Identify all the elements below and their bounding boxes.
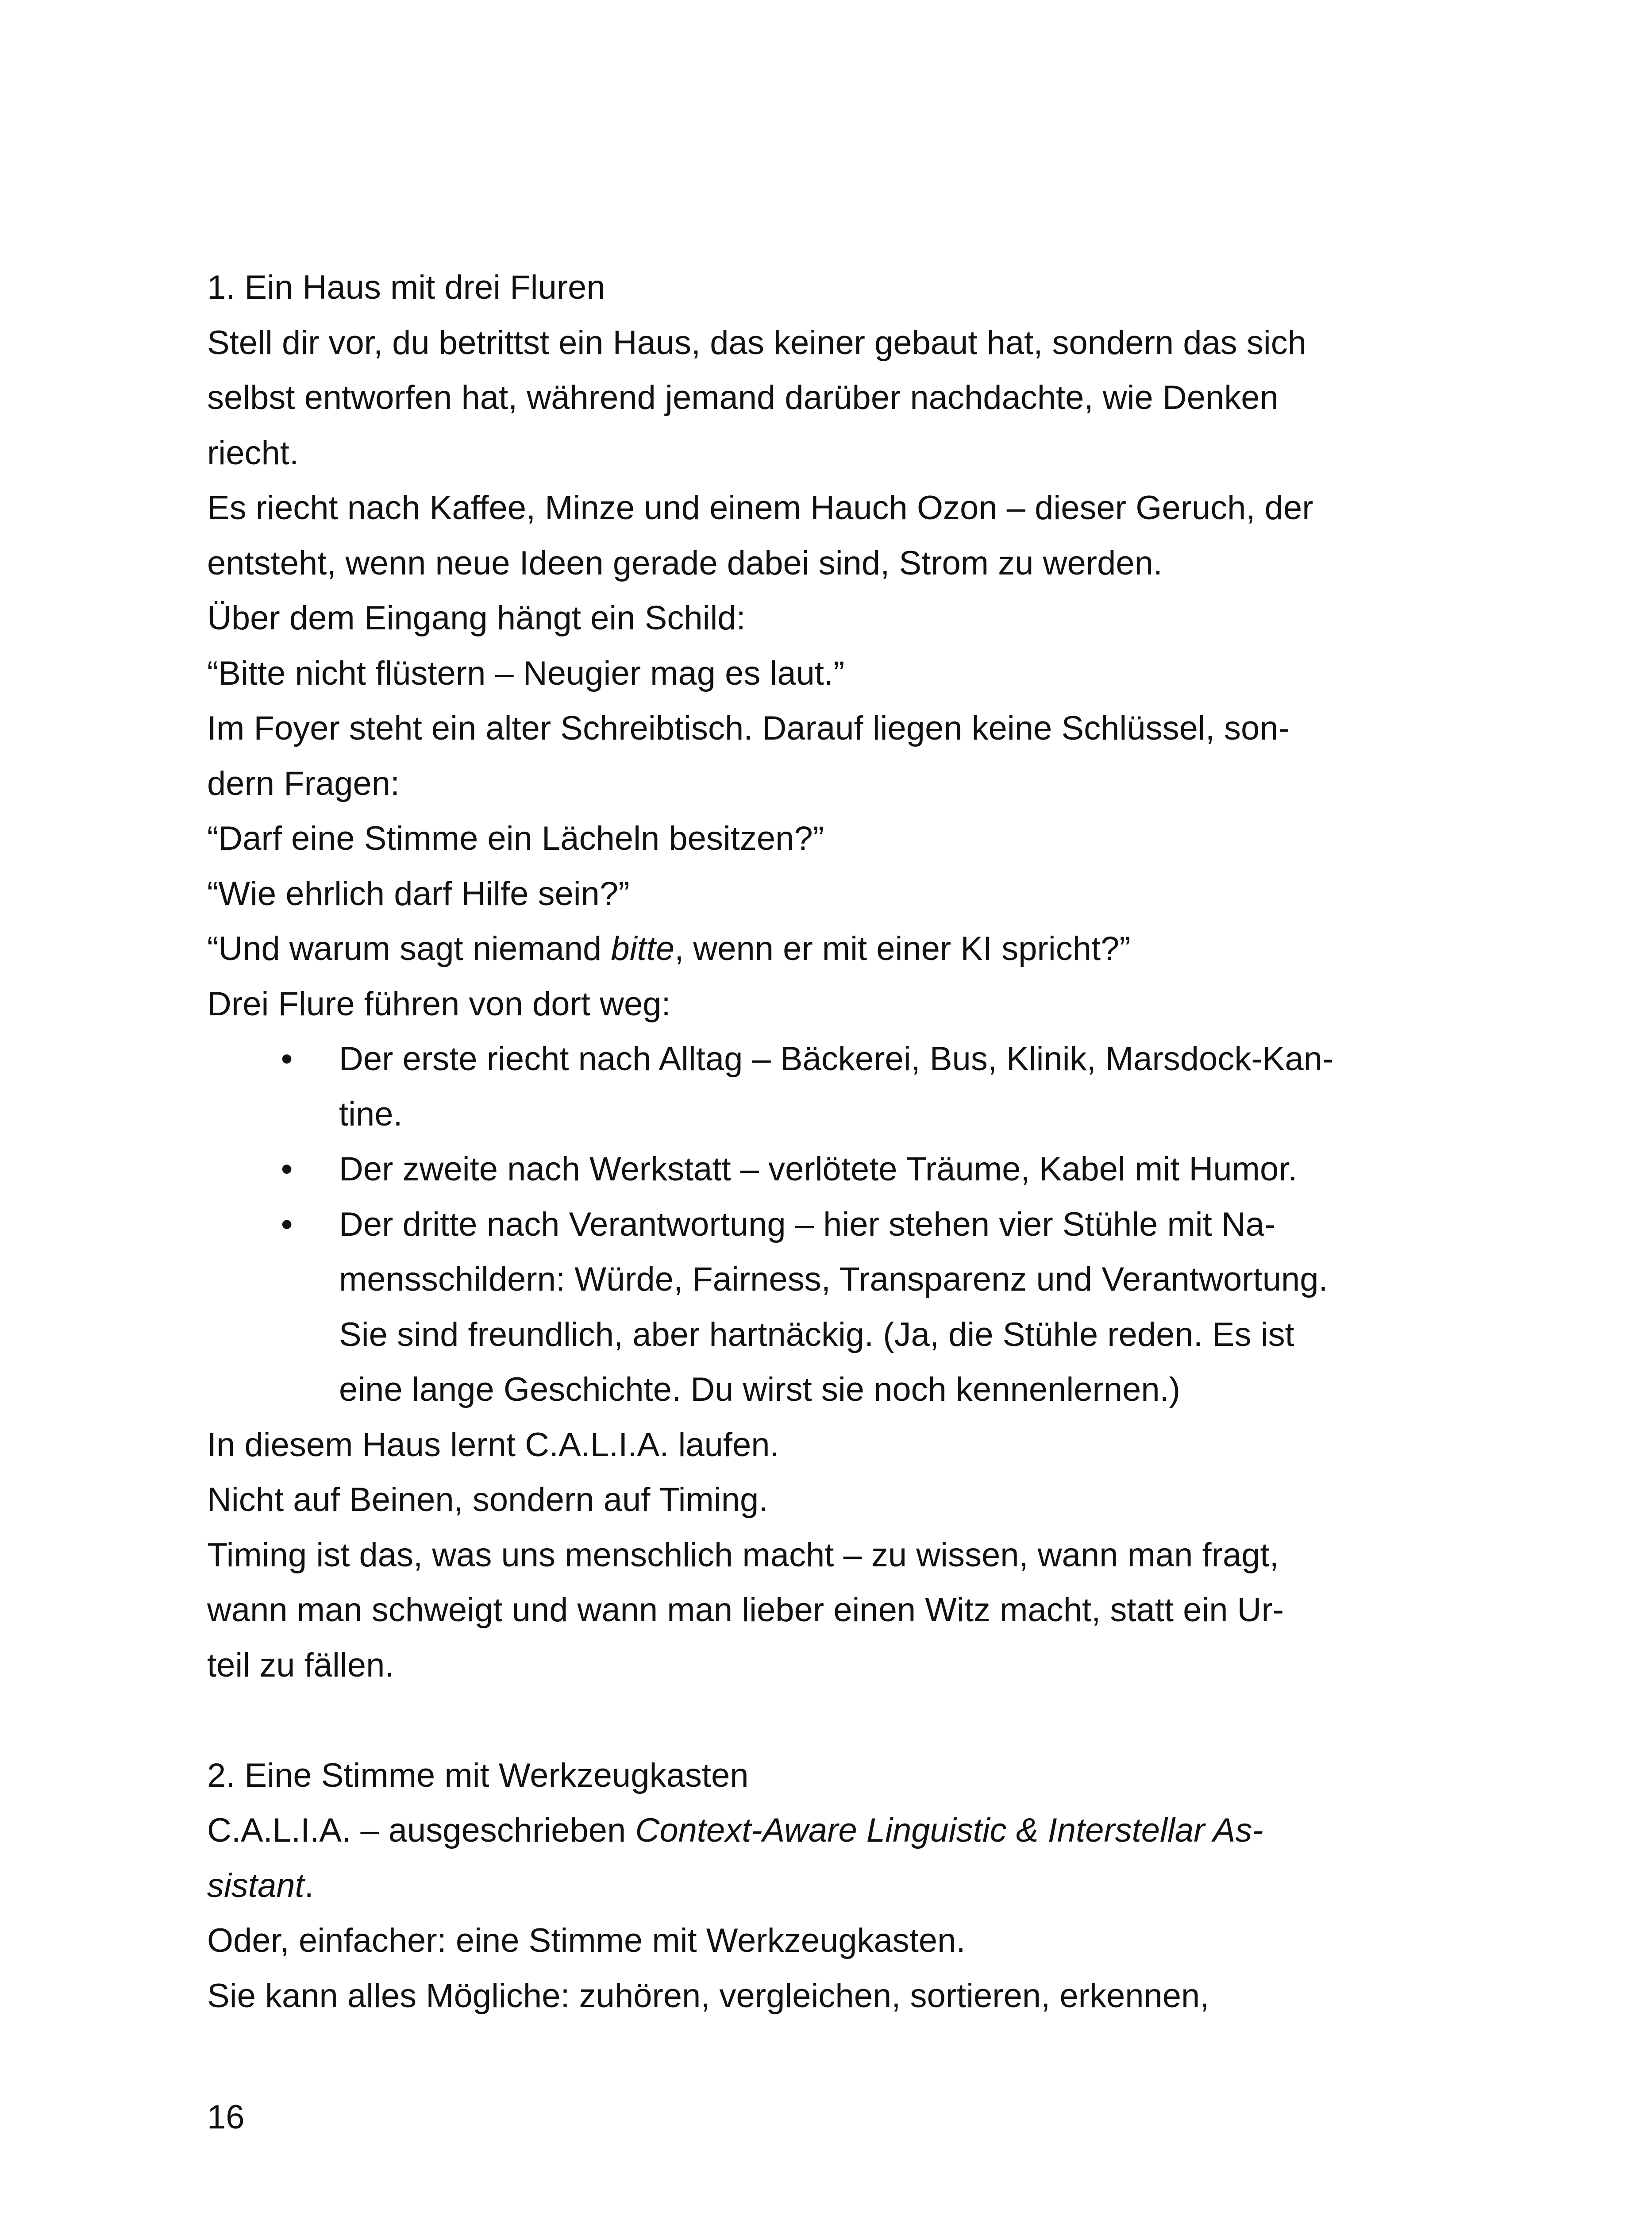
- list-item: [207, 1142, 1442, 1197]
- definition-italic: Context-Aware Linguistic & Interstellar As-: [635, 1812, 1263, 1849]
- bullet-icon: •: [281, 1150, 293, 1188]
- page-content: [207, 260, 1442, 2024]
- text-line: Es riecht nach Kaffee, Minze und einem Hauch Ozon – dieser Geruch, der: [207, 489, 1313, 527]
- text-line: In diesem Haus lernt C.A.L.I.A. laufen.: [207, 1426, 779, 1464]
- page-number: 16: [207, 2098, 245, 2136]
- text-line: Timing ist das, was uns menschlich macht – zu wissen, wann man fragt,: [207, 1536, 1279, 1574]
- text-line: Oder, einfacher: eine Stimme mit Werkzeugkasten.: [207, 1922, 966, 1959]
- section1-paragraph-a: [207, 316, 1442, 1032]
- text-line: Sie kann alles Mögliche: zuhören, vergleichen, sortieren, erkennen,: [207, 1977, 1209, 2015]
- list-item-line: Der erste riecht nach Alltag – Bäckerei, Bus, Klinik, Marsdock-Kan-: [339, 1040, 1334, 1078]
- section-spacer: [207, 1693, 1442, 1748]
- text-line: Stell dir vor, du betrittst ein Haus, das keiner gebaut hat, sondern das sich: [207, 324, 1307, 362]
- list-item: [207, 1032, 1442, 1142]
- text-line: “Bitte nicht flüstern – Neugier mag es laut.”: [207, 654, 845, 692]
- text-line: Drei Flure führen von dort weg:: [207, 985, 671, 1023]
- definition-text: .: [304, 1866, 314, 1905]
- text-line: dern Fragen:: [207, 764, 400, 802]
- text-line: entsteht, wenn neue Ideen gerade dabei sind, Strom zu werden.: [207, 544, 1163, 582]
- text-line: Nicht auf Beinen, sondern auf Timing.: [207, 1481, 768, 1519]
- bullet-icon: •: [281, 1205, 293, 1243]
- definition-italic: sistant: [207, 1866, 304, 1905]
- question-text-before: “Und warum sagt niemand: [207, 930, 611, 968]
- list-item-line: eine lange Geschichte. Du wirst sie noch kennenlernen.): [339, 1371, 1181, 1408]
- definition-line: [207, 1803, 1442, 1858]
- question-italic-word: bitte: [611, 930, 675, 968]
- definition-text: C.A.L.I.A. – ausgeschrieben: [207, 1812, 635, 1849]
- list-item-line: tine.: [339, 1095, 403, 1133]
- list-item-line: mensschildern: Würde, Fairness, Transparenz und Verantwortung.: [339, 1261, 1328, 1298]
- bullet-icon: •: [281, 1040, 293, 1078]
- list-item-line: Der dritte nach Verantwortung – hier stehen vier Stühle mit Na-: [339, 1205, 1276, 1243]
- corridor-list: [207, 1032, 1442, 1418]
- text-line: Über dem Eingang hängt ein Schild:: [207, 599, 746, 637]
- question-text-after: , wenn er mit einer KI spricht?”: [674, 930, 1131, 968]
- section1-paragraph-c: [207, 1418, 1442, 1693]
- text-line: wann man schweigt und wann man lieber einen Witz macht, statt ein Ur-: [207, 1591, 1284, 1629]
- text-line: teil zu fällen.: [207, 1646, 394, 1684]
- text-line: selbst entworfen hat, während jemand darüber nachdachte, wie Denken: [207, 379, 1278, 416]
- definition-line: [207, 1858, 1442, 1914]
- list-item: [207, 1197, 1442, 1418]
- section-heading-2: 2. Eine Stimme mit Werkzeugkasten: [207, 1756, 749, 1794]
- text-line: “Darf eine Stimme ein Lächeln besitzen?”: [207, 820, 824, 857]
- section-heading-1: 1. Ein Haus mit drei Fluren: [207, 269, 605, 306]
- question-line: [207, 921, 1442, 977]
- text-line: riecht.: [207, 434, 299, 472]
- text-line: “Wie ehrlich darf Hilfe sein?”: [207, 875, 630, 913]
- text-line: Im Foyer steht ein alter Schreibtisch. Darauf liegen keine Schlüssel, son-: [207, 709, 1290, 747]
- list-item-line: Sie sind freundlich, aber hartnäckig. (Ja, die Stühle reden. Es ist: [339, 1315, 1294, 1353]
- list-item-line: Der zweite nach Werkstatt – verlötete Träume, Kabel mit Humor.: [339, 1150, 1298, 1188]
